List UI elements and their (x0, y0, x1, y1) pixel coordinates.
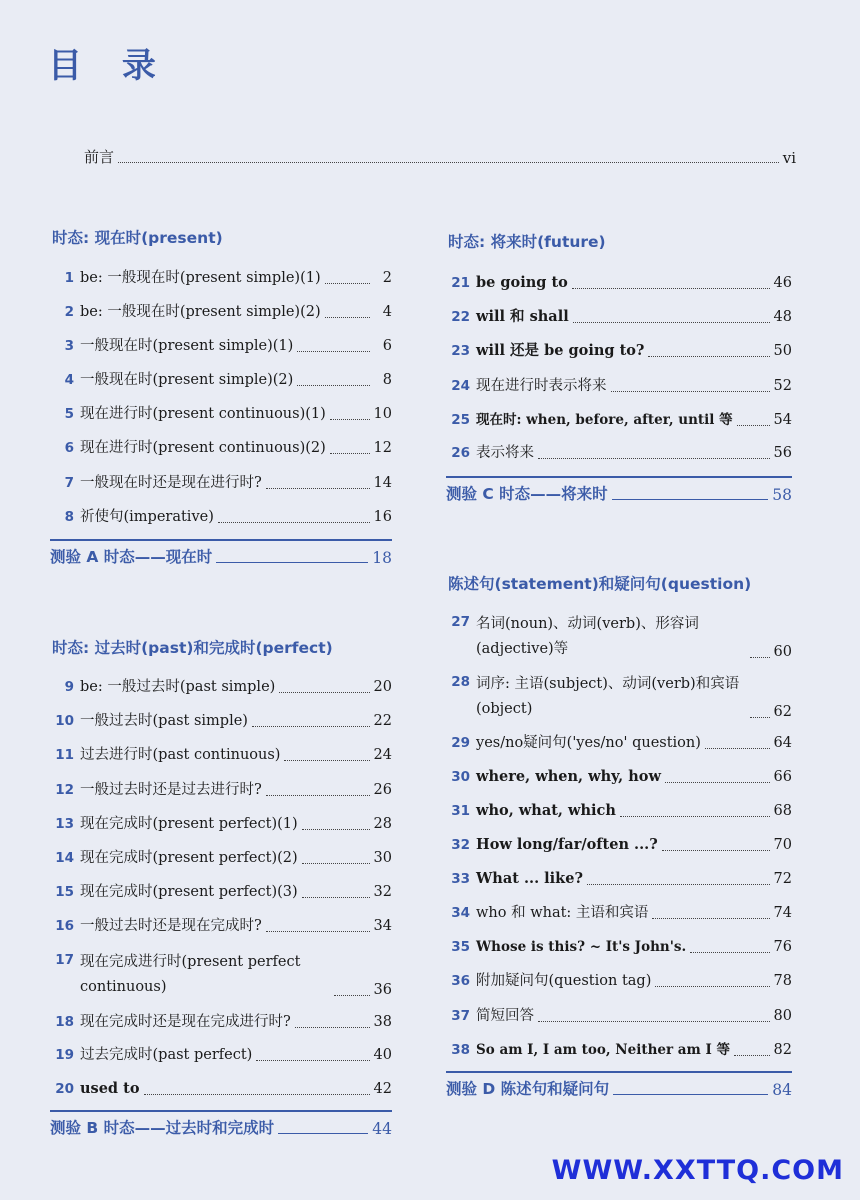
entry-page: 68 (773, 803, 792, 819)
dot-leader (266, 931, 370, 932)
entry-page: 28 (373, 816, 392, 832)
entry-title: 现在完成进行时(present perfect continuous) (80, 954, 301, 995)
test-label: 测验 D 陈述句和疑问句 (446, 1080, 610, 1098)
toc-entry[interactable] (50, 711, 392, 731)
entry-title: 一般现在时(present simple)(2) (80, 372, 294, 388)
entry-page: 78 (773, 973, 792, 989)
entry-number: 35 (451, 939, 470, 955)
entry-number: 37 (451, 1008, 470, 1024)
entry-page: 10 (373, 406, 392, 422)
entry-title: be: 一般现在时(present simple)(2) (80, 304, 321, 320)
entry-number: 1 (64, 270, 74, 286)
entry-title: 现在完成时(present perfect)(2) (80, 850, 298, 866)
dot-leader (652, 918, 769, 919)
test-b-entry[interactable] (50, 1110, 392, 1138)
dot-leader (302, 829, 370, 830)
entry-page: 34 (373, 918, 392, 934)
test-page: 58 (772, 486, 792, 504)
entry-page: 26 (373, 782, 392, 798)
entry-number: 15 (55, 884, 74, 900)
dot-leader (325, 283, 370, 284)
solid-leader (613, 1094, 768, 1095)
test-page: 44 (372, 1120, 392, 1138)
toc-right-column (446, 0, 792, 1200)
dot-leader (665, 782, 770, 783)
entry-title: What ... like? (476, 870, 583, 887)
dot-leader (218, 522, 370, 523)
toc-entry[interactable] (50, 302, 392, 322)
dot-leader (611, 391, 770, 392)
entry-page: 62 (773, 704, 792, 720)
dot-leader (572, 288, 770, 289)
entry-number: 8 (64, 509, 74, 525)
entry-page: 60 (773, 644, 792, 660)
entry-page: 48 (773, 309, 792, 325)
entry-page: 42 (373, 1081, 392, 1097)
toc-entry[interactable] (50, 1079, 392, 1099)
toc-entry[interactable] (50, 370, 392, 390)
entry-page: 50 (773, 343, 792, 359)
dot-leader (266, 488, 370, 489)
toc-entry[interactable] (446, 273, 792, 293)
toc-entry[interactable] (50, 1012, 392, 1032)
dot-leader (297, 351, 370, 352)
entry-page: 12 (373, 440, 392, 456)
test-page: 18 (372, 549, 392, 567)
dot-leader (284, 760, 369, 761)
entry-title: 词序: 主语(subject)、动词(verb)和宾语(object) (476, 676, 740, 717)
entry-title: 一般现在时还是现在进行时? (80, 475, 262, 491)
dot-leader (620, 816, 770, 817)
entry-number: 29 (451, 735, 470, 751)
entry-page: 2 (382, 270, 392, 286)
entry-number: 7 (64, 475, 74, 491)
entry-page: 76 (773, 939, 792, 955)
dot-leader (279, 692, 369, 693)
entry-page: 64 (773, 735, 792, 751)
section-heading-statement-question: 陈述句(statement)和疑问句(question) (448, 575, 752, 593)
toc-entry[interactable] (446, 937, 792, 957)
entry-number: 25 (451, 412, 470, 428)
toc-entry[interactable] (50, 1045, 392, 1065)
toc-entry[interactable] (50, 780, 392, 800)
solid-leader (612, 499, 769, 500)
entry-title: 一般过去时还是现在完成时? (80, 918, 262, 934)
entry-page: 6 (382, 338, 392, 354)
entry-page: 40 (373, 1047, 392, 1063)
toc-entry[interactable] (50, 814, 392, 834)
entry-page: 16 (373, 509, 392, 525)
entry-page: 4 (382, 304, 392, 320)
entry-title: will 和 shall (476, 308, 569, 325)
toc-entry[interactable] (446, 903, 792, 923)
dot-leader (330, 419, 370, 420)
test-label: 测验 B 时态——过去时和完成时 (50, 1119, 275, 1137)
entry-number: 13 (55, 816, 74, 832)
toc-entry[interactable] (50, 882, 392, 902)
entry-number: 18 (55, 1014, 74, 1030)
dot-leader (325, 317, 370, 318)
entry-page: 70 (773, 837, 792, 853)
entry-number: 34 (451, 905, 470, 921)
entry-number: 20 (55, 1081, 74, 1097)
entry-number: 4 (64, 372, 74, 388)
page-title: 目 录 (48, 46, 170, 86)
entry-number: 24 (451, 378, 470, 394)
entry-title: who 和 what: 主语和宾语 (476, 905, 649, 921)
toc-entry[interactable] (446, 376, 792, 396)
entry-title: Whose is this? ~ It's John's. (476, 939, 687, 955)
toc-entry[interactable] (50, 404, 392, 424)
toc-left-column (50, 0, 392, 1200)
dot-leader (737, 425, 770, 426)
entry-number: 22 (451, 309, 470, 325)
dot-leader (655, 986, 769, 987)
toc-entry[interactable] (446, 612, 792, 662)
toc-entry[interactable] (446, 835, 792, 855)
toc-entry[interactable] (50, 677, 392, 697)
dot-leader (573, 322, 770, 323)
entry-title: 名词(noun)、动词(verb)、形容词(adjective)等 (476, 616, 699, 657)
dot-leader (330, 453, 370, 454)
dot-leader (705, 748, 770, 749)
entry-number: 23 (451, 343, 470, 359)
entry-page: 20 (373, 679, 392, 695)
dot-leader (750, 657, 770, 658)
toc-entry[interactable] (446, 1040, 792, 1060)
toc-entry[interactable] (446, 341, 792, 361)
test-page: 84 (772, 1081, 792, 1099)
toc-entry[interactable] (446, 767, 792, 787)
toc-entry[interactable] (446, 801, 792, 821)
toc-entry[interactable] (446, 672, 792, 722)
entry-title: yes/no疑问句('yes/no' question) (476, 735, 701, 751)
dot-leader (587, 884, 770, 885)
section-heading-future: 时态: 将来时(future) (448, 233, 606, 251)
entry-title: will 还是 be going to? (476, 342, 645, 359)
entry-page: 24 (373, 747, 392, 763)
entry-title: 过去完成时(past perfect) (80, 1047, 253, 1063)
entry-title: be going to (476, 274, 568, 291)
entry-page: 46 (773, 275, 792, 291)
dot-leader (662, 850, 770, 851)
entry-title: 现在进行时表示将来 (476, 378, 607, 394)
entry-page: 80 (773, 1008, 792, 1024)
toc-entry[interactable] (446, 1006, 792, 1026)
entry-number: 21 (451, 275, 470, 291)
entry-page: 52 (773, 378, 792, 394)
toc-entry[interactable] (50, 916, 392, 936)
entry-page: 54 (773, 412, 792, 428)
site-watermark: WWW.XXTTQ.COM (551, 1155, 844, 1186)
entry-title: 现在时: when, before, after, until 等 (476, 412, 733, 428)
test-a-entry[interactable] (50, 539, 392, 567)
entry-page: 66 (773, 769, 792, 785)
entry-page: 14 (373, 475, 392, 491)
entry-number: 11 (55, 747, 74, 763)
section-heading-present: 时态: 现在时(present) (52, 229, 223, 247)
entry-page: 38 (373, 1014, 392, 1030)
solid-leader (278, 1133, 368, 1134)
dot-leader (252, 726, 370, 727)
dot-leader (297, 385, 370, 386)
toc-entry[interactable] (50, 438, 392, 458)
solid-leader (216, 562, 368, 563)
entry-title: 现在完成时(present perfect)(1) (80, 816, 298, 832)
entry-title: who, what, which (476, 802, 616, 819)
dot-leader (734, 1055, 769, 1056)
toc-entry[interactable] (446, 733, 792, 753)
entry-title: 表示将来 (476, 445, 534, 461)
test-c-entry[interactable] (446, 476, 792, 504)
preface-page: vi (782, 149, 796, 167)
entry-title: 现在进行时(present continuous)(1) (80, 406, 326, 422)
entry-page: 56 (773, 445, 792, 461)
dot-leader (538, 1021, 770, 1022)
entry-page: 72 (773, 871, 792, 887)
entry-number: 36 (451, 973, 470, 989)
toc-entry[interactable] (446, 307, 792, 327)
dot-leader (538, 458, 770, 459)
entry-number: 33 (451, 871, 470, 887)
toc-entry[interactable] (50, 336, 392, 356)
toc-entry[interactable] (446, 443, 792, 463)
entry-number: 31 (451, 803, 470, 819)
entry-title: used to (80, 1080, 140, 1097)
toc-entry[interactable] (50, 848, 392, 868)
entry-title: 现在进行时(present continuous)(2) (80, 440, 326, 456)
entry-title: be: 一般现在时(present simple)(1) (80, 270, 321, 286)
dot-leader (648, 356, 769, 357)
entry-number: 5 (64, 406, 74, 422)
entry-number: 10 (55, 713, 74, 729)
entry-title: 过去进行时(past continuous) (80, 747, 281, 763)
entry-number: 16 (55, 918, 74, 934)
entry-number: 9 (64, 679, 74, 695)
entry-number: 2 (64, 304, 74, 320)
toc-entry[interactable] (446, 869, 792, 889)
dot-leader (302, 863, 370, 864)
entry-title: 附加疑问句(question tag) (476, 973, 652, 989)
entry-page: 30 (373, 850, 392, 866)
entry-number: 3 (64, 338, 74, 354)
entry-number: 14 (55, 850, 74, 866)
entry-number: 28 (451, 674, 470, 690)
test-label: 测验 C 时态——将来时 (446, 485, 608, 503)
toc-entry[interactable] (50, 473, 392, 493)
dot-leader (144, 1094, 370, 1095)
entry-title: So am I, I am too, Neither am I 等 (476, 1042, 731, 1058)
toc-entry[interactable] (50, 745, 392, 765)
entry-title: where, when, why, how (476, 768, 661, 785)
entry-page: 8 (382, 372, 392, 388)
toc-entry[interactable] (446, 971, 792, 991)
entry-title: How long/far/often ...? (476, 836, 658, 853)
dot-leader (256, 1060, 369, 1061)
entry-title: 一般过去时(past simple) (80, 713, 248, 729)
entry-title: 一般现在时(present simple)(1) (80, 338, 294, 354)
entry-page: 32 (373, 884, 392, 900)
test-d-entry[interactable] (446, 1071, 792, 1099)
dot-leader (295, 1027, 370, 1028)
entry-page: 82 (773, 1042, 792, 1058)
test-label: 测验 A 时态——现在时 (50, 548, 213, 566)
entry-title: 一般过去时还是过去进行时? (80, 782, 262, 798)
entry-number: 27 (451, 614, 470, 630)
entry-page: 22 (373, 713, 392, 729)
entry-title: 现在完成时还是现在完成进行时? (80, 1014, 291, 1030)
entry-number: 19 (55, 1047, 74, 1063)
section-heading-past-perfect: 时态: 过去时(past)和完成时(perfect) (52, 639, 333, 657)
entry-number: 38 (451, 1042, 470, 1058)
entry-number: 26 (451, 445, 470, 461)
entry-title: be: 一般过去时(past simple) (80, 679, 276, 695)
toc-entry[interactable] (446, 410, 792, 430)
entry-title: 现在完成时(present perfect)(3) (80, 884, 298, 900)
dot-leader (266, 795, 370, 796)
entry-page: 36 (373, 982, 392, 998)
toc-entry[interactable] (50, 268, 392, 288)
dot-leader (334, 995, 370, 996)
preface-title: 前言 (84, 148, 115, 166)
entry-title: 祈使句(imperative) (80, 509, 214, 525)
entry-number: 17 (55, 952, 74, 968)
dot-leader (750, 717, 770, 718)
dot-leader (690, 952, 769, 953)
entry-title: 简短回答 (476, 1008, 534, 1024)
dot-leader (302, 897, 370, 898)
entry-number: 12 (55, 782, 74, 798)
entry-number: 30 (451, 769, 470, 785)
toc-entry[interactable] (50, 507, 392, 527)
toc-entry[interactable] (50, 950, 392, 1000)
entry-page: 74 (773, 905, 792, 921)
entry-number: 32 (451, 837, 470, 853)
entry-number: 6 (64, 440, 74, 456)
